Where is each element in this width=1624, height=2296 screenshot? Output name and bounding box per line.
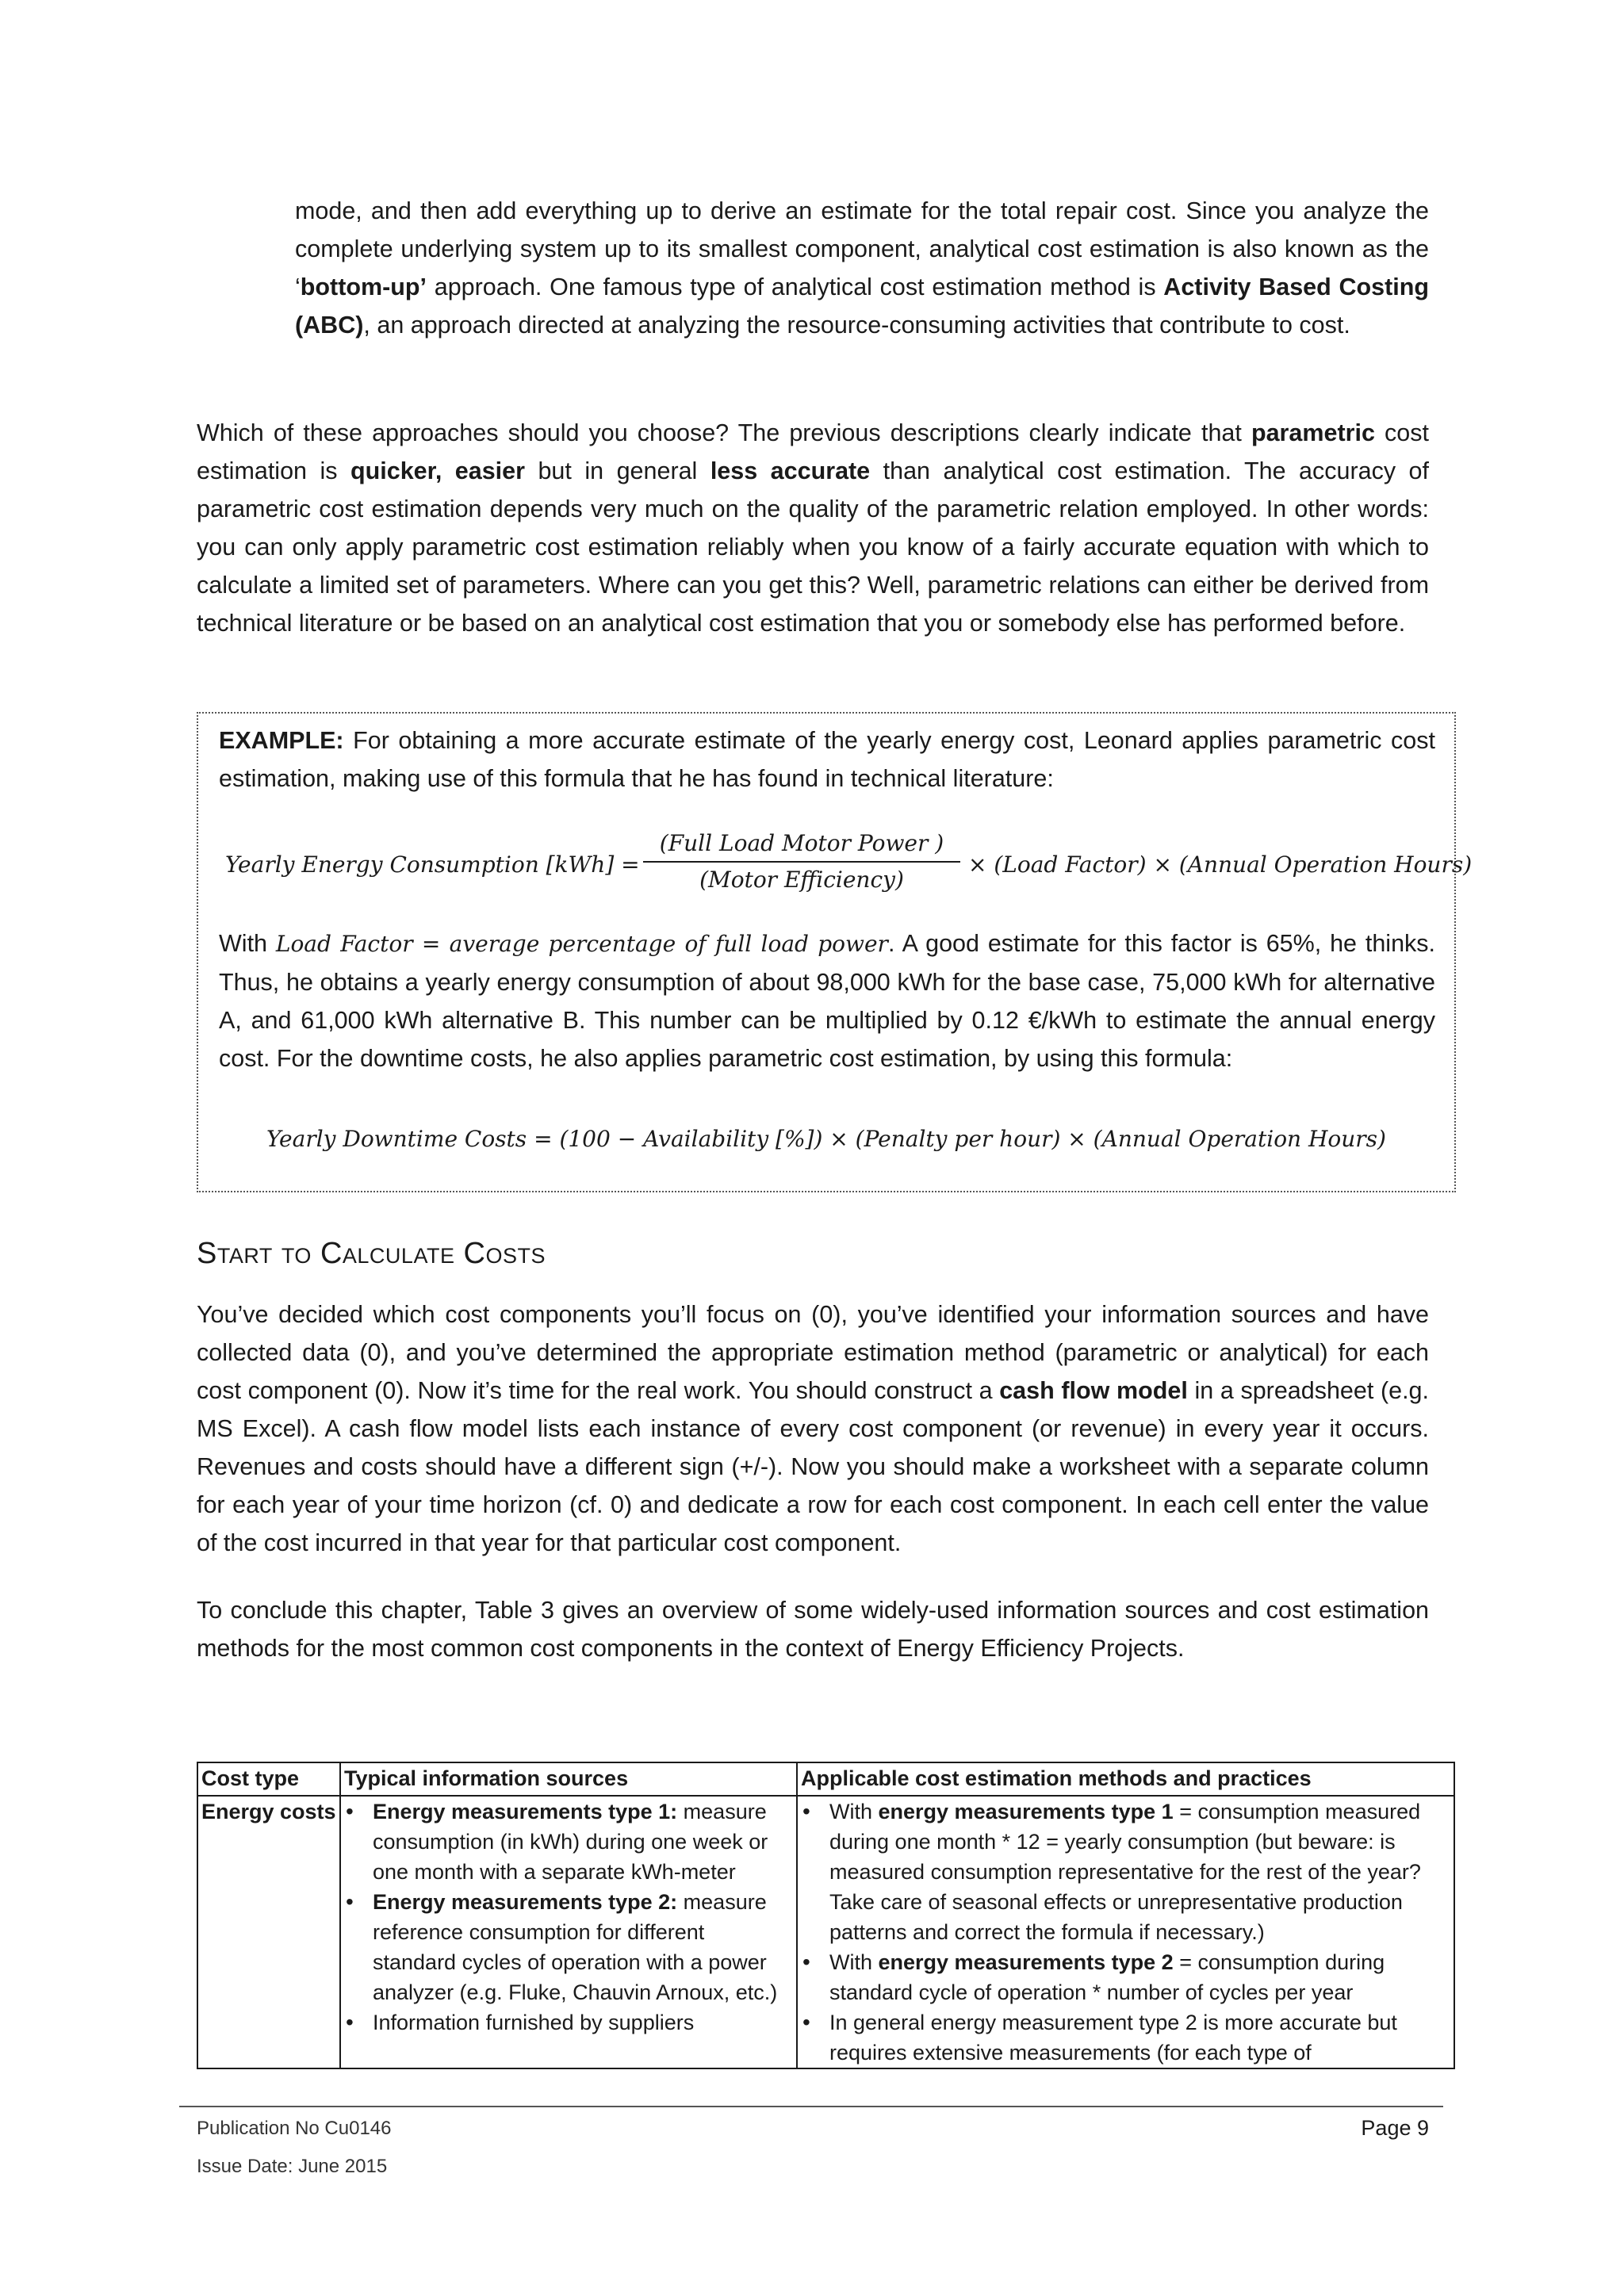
text-run: With — [219, 930, 276, 957]
text-run: Which of these approaches should you choose? The previous descriptions clearly indicate that — [197, 419, 1251, 446]
text-run: For obtaining a more accurate estimate of the yearly energy cost, Leonard applies parametric cost estimation, making use of this formula that he has found in technical literature: — [219, 727, 1435, 792]
sources-cell — [340, 1796, 797, 2068]
bold-term: less accurate — [710, 457, 871, 484]
list-item — [801, 2007, 1450, 2068]
footer-info — [197, 2117, 392, 2193]
methods-list — [801, 1797, 1450, 2068]
cash-flow-paragraph — [197, 1295, 1429, 1562]
text-run: Information furnished by suppliers — [373, 2011, 695, 2034]
text-run: cost estimation is — [197, 419, 1429, 484]
text-run: measure consumption (in kWh) during one week or one month with a separate kWh-meter — [373, 1800, 768, 1884]
bold-term: cash flow model — [999, 1377, 1188, 1404]
column-header: Typical information sources — [340, 1762, 797, 1796]
bold-term: Energy measurements type 2: — [373, 1890, 678, 1914]
issue-date: Issue Date: June 2015 — [197, 2156, 388, 2177]
text-run: than analytical cost estimation. The accuracy of parametric cost estimation depends very much on the quality of the parametric relation employed. In other words: you can only apply parametric cost estimation reliably when you know of a fairly accurate equation with which to calculate a limited set of parameters. Where can you get this? Well, parametric relations can either be derived from technical literature or be based on an analytical cost estimation that you or somebody else has performed before. — [197, 457, 1429, 637]
bold-term: energy measurements type 2 — [878, 1950, 1174, 1974]
text-run: = consumption measured during one month * 12 = yearly consumption (but beware: is measured consumption representative for the rest of the year? Take care of seasonal effects or unrepresentative production patterns and correct the formula if necessary.) — [829, 1800, 1421, 1944]
formula-fraction — [643, 826, 960, 897]
downtime-costs-formula: Yearly Downtime Costs = (100 − Availability [%]) × (Penalty per hour) × (Annual Operation Hours) — [266, 1126, 1386, 1152]
table-row — [197, 1796, 1454, 2068]
text-run: . A good estimate for this factor is 65%, he thinks. Thus, he obtains a yearly energy consumption of about 98,000 kWh for the base case, 75,000 kWh for alternative A, and 61,000 kWh alternative B. This number can be multiplied by 0.12 €/kWh to estimate the annual energy cost. For the downtime costs, he also applies parametric cost estimation, by using this formula: — [219, 930, 1436, 1072]
formula-denominator: (Motor Efficiency) — [699, 867, 904, 893]
list-item — [344, 1887, 793, 2007]
list-item — [801, 1797, 1450, 1947]
bold-term: energy measurements type 1 — [878, 1800, 1174, 1823]
approach-paragraph — [197, 414, 1429, 642]
cost-estimation-table — [197, 1762, 1455, 2069]
column-header: Applicable cost estimation methods and practices — [797, 1762, 1454, 1796]
table-clip — [190, 1758, 1459, 2101]
text-run: measure reference consumption for different standard cycles of operation with a power analyzer (e.g. Fluke, Chauvin Arnoux, etc.) — [373, 1890, 778, 2004]
section-heading: Start to Calculate Costs — [197, 1237, 546, 1270]
list-item — [344, 2007, 793, 2038]
text-run: With — [829, 1950, 879, 1974]
list-item — [344, 1797, 793, 1887]
text-run: = consumption during standard cycle of operation * number of cycles per year — [829, 1950, 1385, 2004]
bold-term: bottom-up’ — [300, 274, 427, 300]
example-intro — [219, 721, 1435, 798]
conclusion-paragraph: To conclude this chapter, Table 3 gives an overview of some widely-used information sources and cost estimation methods for the most common cost components in the context of Energy Efficiency Projects. — [197, 1597, 1429, 1662]
text-run: In general energy measurement type 2 is more accurate but requires extensive measurements (for each type of — [829, 2011, 1397, 2064]
bold-term: quicker, easier — [350, 457, 525, 484]
table-header-row — [197, 1762, 1454, 1796]
text-run: You’ve decided which cost components you’ll focus on (0), you’ve identified your information sources and have collected data (0), and you’ve determined the appropriate estimation method (parametric or analytical) for each cost component (0). Now it’s time for the real work. You should construct a — [197, 1301, 1429, 1404]
text-run: but in general — [524, 457, 710, 484]
text-run: , an approach directed at analyzing the resource-consuming activities that contribute to cost. — [363, 312, 1350, 339]
example-body — [219, 924, 1435, 1077]
text-run: approach. One famous type of analytical cost estimation method is — [427, 274, 1164, 300]
bold-term: parametric — [1251, 419, 1375, 446]
formula-numerator: (Full Load Motor Power ) — [643, 826, 960, 863]
methods-cell — [797, 1796, 1454, 2068]
text-run: With — [829, 1800, 879, 1823]
sources-list — [344, 1797, 793, 2038]
formula-rhs: × (Load Factor) × (Annual Operation Hours) — [968, 851, 1473, 878]
footer-divider — [179, 2106, 1443, 2107]
bold-term: Activity Based Costing (ABC) — [295, 274, 1429, 339]
publication-number: Publication No Cu0146 — [197, 2118, 392, 2139]
page-number: Page 9 — [1361, 2116, 1429, 2140]
text-run: mode, and then add everything up to derive an estimate for the total repair cost. Since you analyze the complete underlying system up to its smallest component, analytical cost estimation is also known as the ‘ — [295, 197, 1429, 300]
column-header: Cost type — [197, 1762, 340, 1796]
intro-paragraph — [295, 192, 1429, 344]
example-box — [197, 712, 1473, 1192]
load-factor-definition: Load Factor = average percentage of full load power — [275, 931, 888, 957]
list-item — [801, 1947, 1450, 2007]
formula-lhs: Yearly Energy Consumption [kWh] = — [225, 851, 640, 878]
example-label: EXAMPLE: — [219, 727, 344, 754]
energy-consumption-formula — [219, 826, 1473, 902]
bold-term: Energy measurements type 1: — [373, 1800, 678, 1823]
cost-type-cell: Energy costs — [197, 1796, 340, 2068]
text-run: in a spreadsheet (e.g. MS Excel). A cash flow model lists each instance of every cost component (or revenue) in every year it occurs. Revenues and costs should have a different sign (+/-). Now you should make a worksheet with a separate column for each year of your time horizon (cf. 0) and dedicate a row for each cost component. In each cell enter the value of the cost incurred in that year for that particular cost component. — [197, 1377, 1429, 1556]
